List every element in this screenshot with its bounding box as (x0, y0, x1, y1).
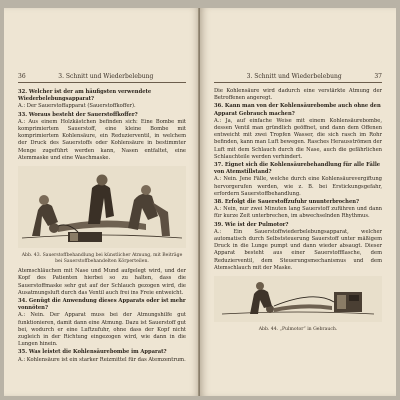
answer-32: A.: Der Sauerstoffapparat (Sauerstoffkoffer). (18, 103, 136, 110)
question-33: 33. Woraus besteht der Sauerstoffkoffer? (18, 111, 138, 118)
question-39: 39. Wie ist der Pulmotor? (214, 221, 289, 228)
answer-39-row (214, 229, 382, 272)
right-head-title: 3. Schnitt und Wiederbelebung (246, 73, 342, 80)
right-page-number: 37 (374, 73, 382, 80)
resuscitation-drawing (18, 166, 186, 248)
right-running-head (214, 68, 382, 83)
question-38: 38. Erfolgt die Sauerstoffzufuhr ununterbrochen? (214, 199, 360, 206)
continued-text: Atemschläuchen mit Nase und Mund aufgelegt wird, und der Kopf des Patienten hierbei so zu halten, dass die Sauerstoffmaske sehr gut auf der Schlauch gezogen wird, die Ausatmungsluft durch das Ventil auch frei ins Freie entweicht. (18, 268, 186, 296)
answer-34: A.: Nein. Der Apparat muss bei der Atmungshilfe gut funktionieren, damit dann eine Atmung. Dazu ist Sauerstoff gut bei, wodurch er eine Luftzufuhr, ohne dass der Kopf nicht zugleich in der Richtung eingezogen wird, wie dann in die Lungen hinein. (18, 312, 186, 348)
answer-33: A.: Aus einem Holzkästchen befinden sich: Eine Bombe mit komprimiertem Sauerstoff, eine kleine Bombe mit komprimiertem Kohlensäure, ein Reduzierventil, in welchem der Druck des Sauerstoffs oder Kohlensäure in bestimmter Menge zugeführt werden kann, Nasen entfaltet, eine Atemmaske und eine Waschmaske. (18, 118, 186, 161)
right-top-text: Die Kohlensäure wird dadurch eine verstärkte Atmung der Betroffenen angeregt. (214, 88, 382, 102)
left-page (4, 8, 200, 396)
answer-35: A.: Kohlensäure ist ein starker Reizmittel für das Atemzentrum. (18, 356, 186, 363)
answer-38: A.: Nein, nur zwei Minuten lang Sauerstoff zuführen und dann für kurze Zeit unterbrechen, im abwechselnden Rhythmus. (214, 206, 382, 220)
pulmotor-illustration (214, 276, 382, 333)
left-running-head (18, 68, 186, 83)
left-page-number: 36 (18, 73, 26, 80)
right-content (214, 88, 382, 336)
answer-36: A.: Ja, auf einfache Weise mit einem Kohlensäurebombe, dessen Ventil man gründlich geöffnet, und dann dem Offenen entweicht mit zwei Tropfen Wasser, die sich rasch im Rohr befinden, kann man Luft bewegen. Rasches Herausströmen der Luft mit dem Schlauch durch die Nase, auch die gefährlichen Schlauchteile werden verhindert. (214, 117, 382, 160)
figure-44-caption: Abb. 44. „Pulmotor“ in Gebrauch. (258, 327, 338, 333)
resuscitation-illustration (18, 166, 186, 265)
question-36: 36. Kann man von der Kohlensäurebombe auch ohne den Apparat Gebrauch machen? (214, 103, 381, 117)
answer-37: A.: Nein. Jene Fälle, welche durch eine Kohlensäurevergiftung hervorgerufen werden, wie z. B. bei Erstickungsgefahr, erfordern Sauerstoffbehandlung. (214, 176, 382, 197)
book-spread (4, 8, 396, 396)
left-content (18, 88, 186, 364)
right-page (200, 8, 396, 396)
question-34: 34. Genügt die Anwendung dieses Apparats oder ist mehr vonnöten? (18, 298, 186, 312)
left-head-title: 3. Schnitt und Wiederbelebung (58, 73, 154, 80)
answer-39: A.: Ein Sauerstoffwiederbelebungsapparat, welcher automatisch durch Selbststeuerung Sauerstoff unter mäßigem Druck in die Lunge pumpt und dann wieder absaugt. Dieser Apparat besteht aus einer Sauerstoffflasche, dem Reduzierventil, dem Steuerungsmechanismus und dem Atemschlauch mit der Maske. (214, 228, 382, 271)
figure-43-caption: Abb. 43. Sauerstoffbehandlung bei künstlicher Atmung, mit Beiträge bei Sauerstoffbehandelten Körperteilen. (21, 253, 183, 265)
pulmotor-drawing (214, 276, 382, 322)
question-37: 37. Eignet sich die Kohlensäurebehandlung für alle Fälle von Atemstillstand? (214, 162, 381, 176)
question-35: 35. Was leistet die Kohlensäurebombe im Apparat? (18, 349, 167, 356)
question-32: 32. Welcher ist der am häufigsten verwendete Wiederbelebungsapparat? (18, 89, 152, 103)
